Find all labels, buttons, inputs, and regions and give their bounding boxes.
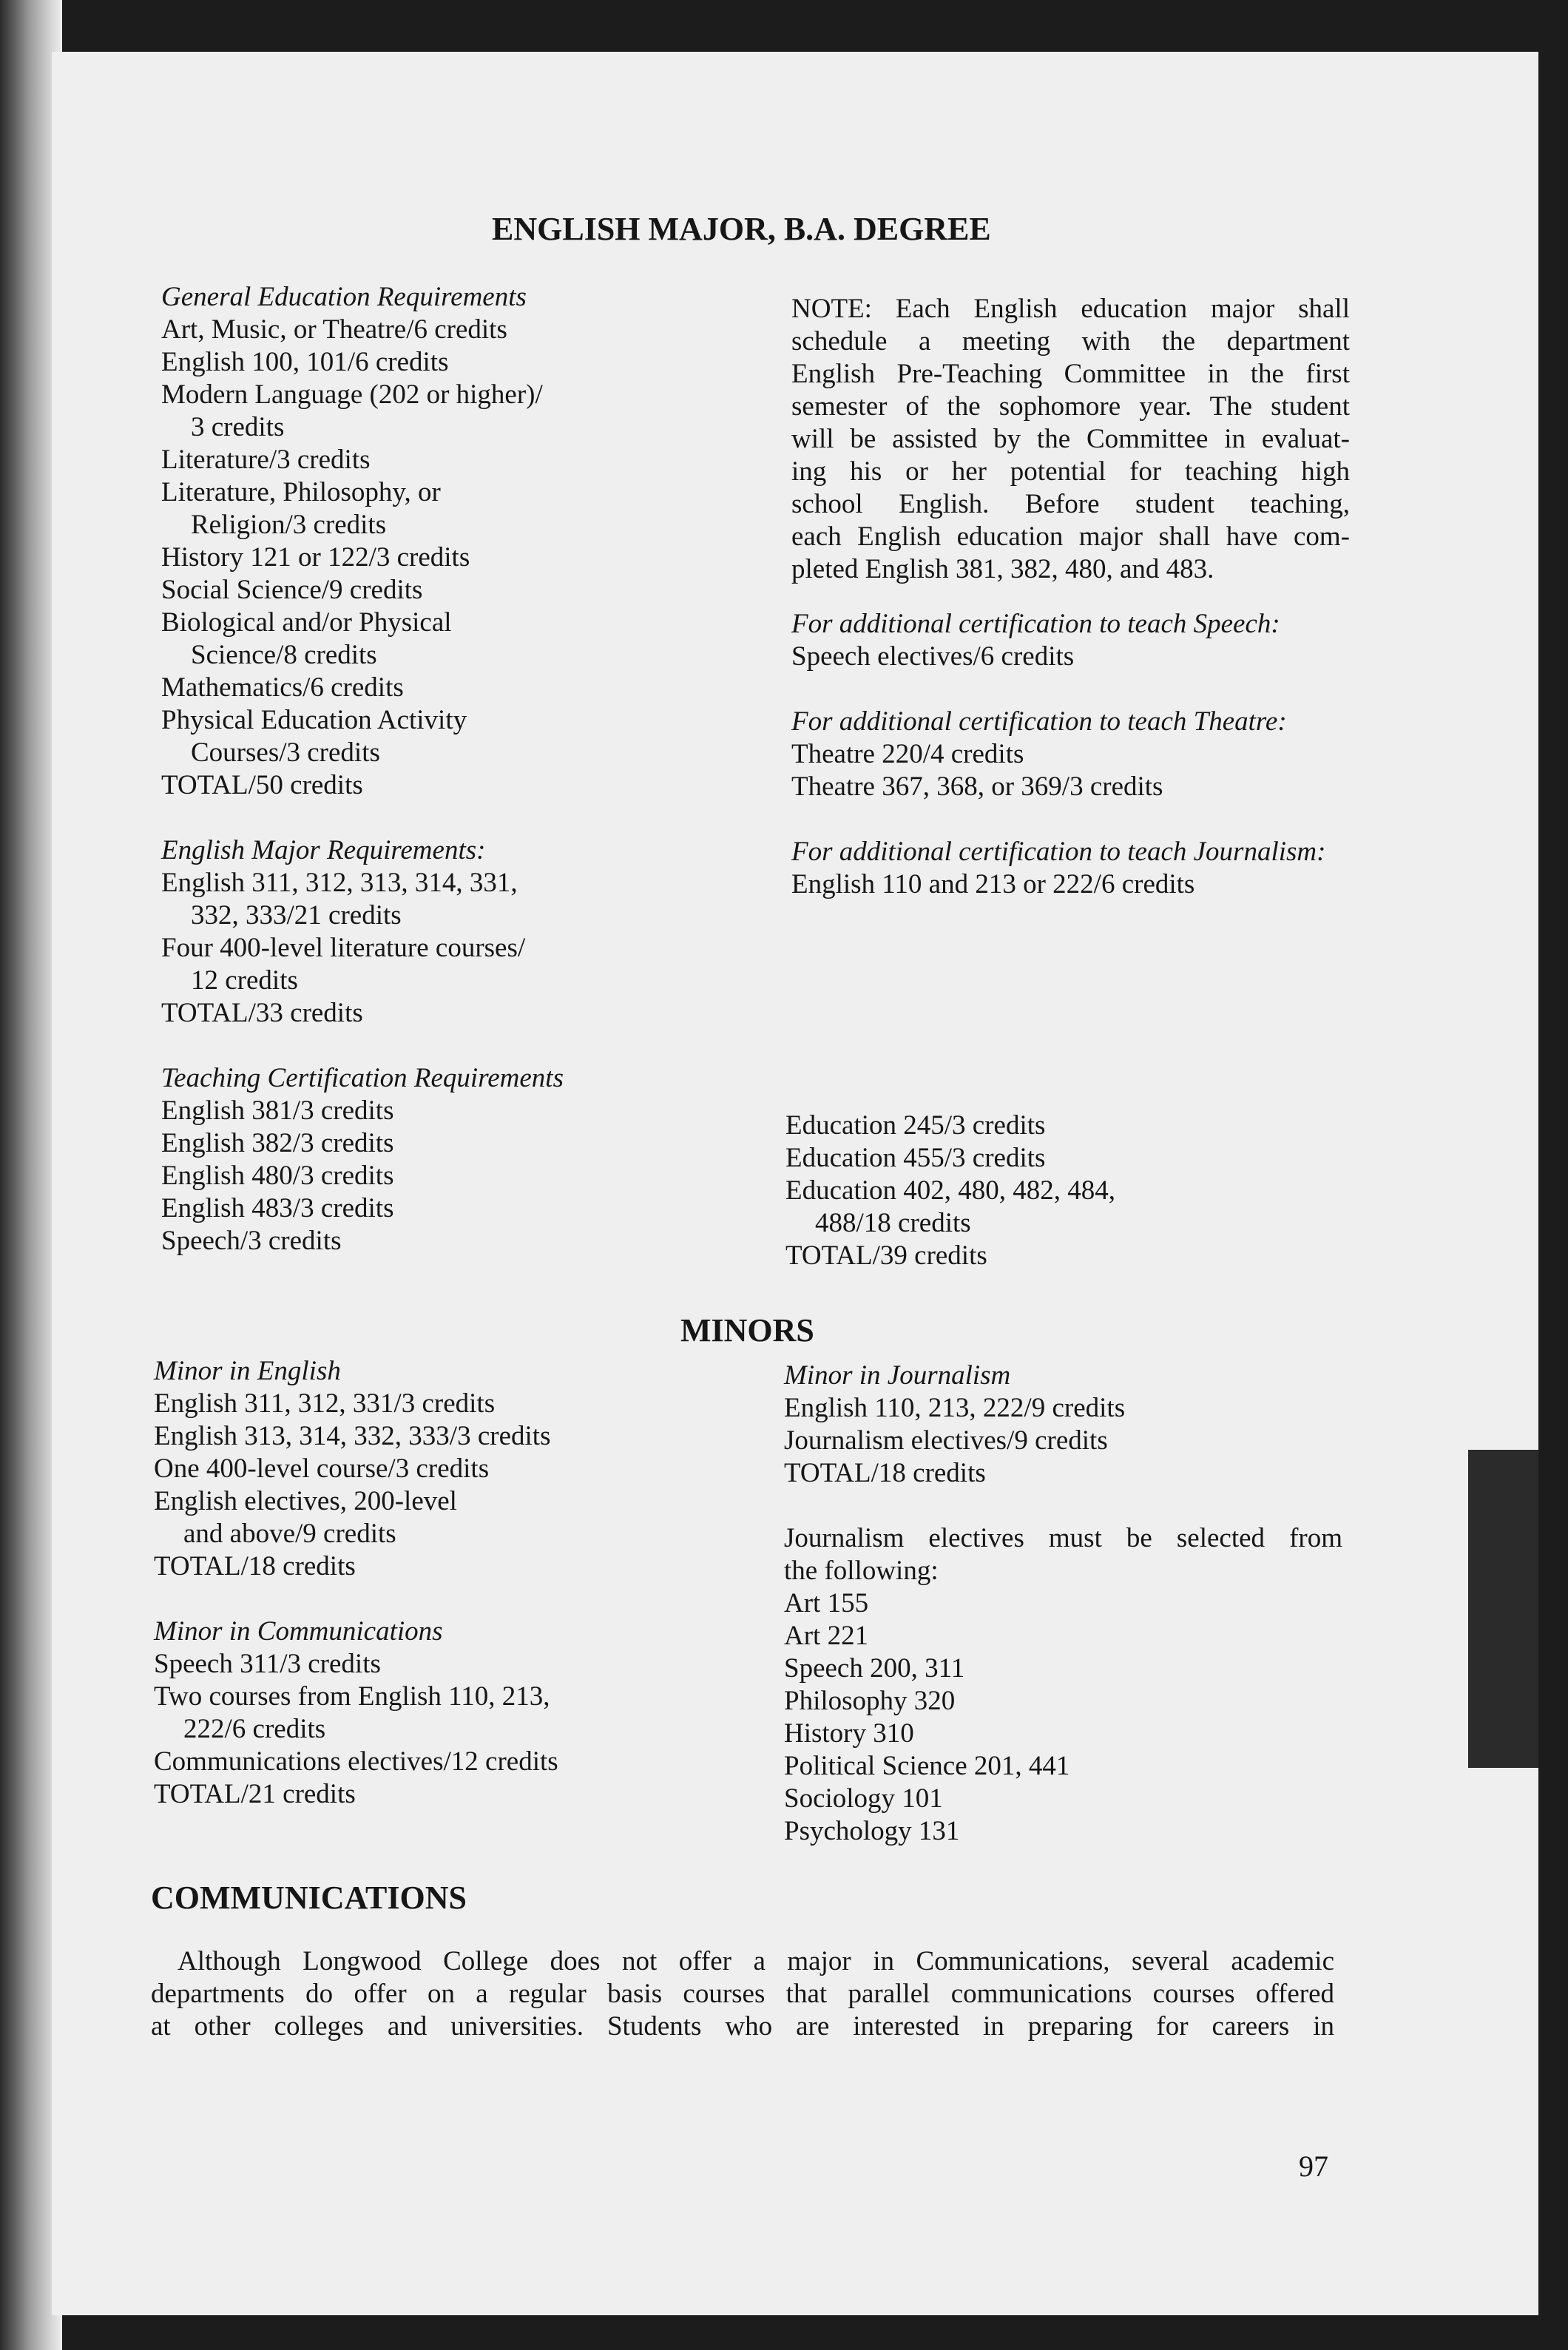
requirement-line: English 100, 101/6 credits (161, 347, 449, 377)
requirement-line: English 382/3 credits (161, 1128, 394, 1158)
minor-line: Communications electives/12 credits (154, 1746, 558, 1777)
cert-line: Theatre 220/4 credits (791, 739, 1024, 769)
requirement-line: 3 credits (191, 412, 285, 442)
right-column-minors (784, 1360, 1342, 1848)
requirement-line: Art, Music, or Theatre/6 credits (161, 314, 507, 345)
education-requirements (785, 1110, 1303, 1272)
elective-item: Art 221 (784, 1621, 869, 1651)
requirement-total: TOTAL/33 credits (161, 998, 363, 1028)
requirement-line: English 311, 312, 313, 314, 331, (161, 868, 518, 898)
minor-total: TOTAL/18 credits (154, 1551, 356, 1581)
requirement-line: Social Science/9 credits (161, 575, 423, 605)
requirement-total: TOTAL/39 credits (785, 1240, 987, 1271)
note-line: school English. Before student teaching, (791, 489, 1350, 519)
thumb-index-tab (1468, 1450, 1538, 1768)
requirement-line: Science/8 credits (191, 640, 377, 670)
requirement-line: Speech/3 credits (161, 1226, 342, 1256)
left-column-minors (154, 1355, 768, 1811)
minors-title: MINORS (680, 1312, 814, 1348)
note-line: will be assisted by the Committee in evaluat- (791, 424, 1350, 454)
note-line: ing his or her potential for teaching high (791, 456, 1350, 487)
page-number: 97 (1299, 2150, 1328, 2183)
minor-line: Two courses from English 110, 213, (154, 1681, 550, 1712)
cert-line: Theatre 367, 368, or 369/3 credits (791, 771, 1163, 802)
note-line: semester of the sophomore year. The student (791, 391, 1350, 422)
elective-item: Sociology 101 (784, 1783, 943, 1814)
left-column-requirements (161, 281, 775, 1257)
cert-speech-heading: For additional certification to teach Speech: (791, 609, 1280, 639)
teaching-certification-heading: Teaching Certification Requirements (161, 1063, 564, 1093)
requirement-line: English 483/3 credits (161, 1193, 394, 1223)
requirement-line: Literature, Philosophy, or (161, 477, 441, 507)
paragraph-line: Although Longwood College does not offer a major in Communications, several academic (178, 1946, 1334, 1976)
right-column-note (791, 293, 1350, 901)
requirement-line: History 121 or 122/3 credits (161, 542, 470, 573)
minor-line: and above/9 credits (183, 1519, 396, 1549)
requirement-line: Education 402, 480, 482, 484, (785, 1175, 1116, 1206)
requirement-line: 488/18 credits (815, 1208, 971, 1238)
elective-item: Political Science 201, 441 (784, 1751, 1070, 1781)
cert-theatre-heading: For additional certification to teach Theatre: (791, 706, 1287, 737)
requirement-line: Mathematics/6 credits (161, 672, 404, 703)
note-line: NOTE: Each English education major shall (791, 294, 1350, 324)
minor-line: English 313, 314, 332, 333/3 credits (154, 1421, 551, 1451)
elective-item: Speech 200, 311 (784, 1653, 965, 1684)
communications-heading: COMMUNICATIONS (151, 1880, 467, 1916)
elective-item: Art 155 (784, 1588, 869, 1618)
requirement-line: Modern Language (202 or higher)/ (161, 379, 543, 410)
page-title: ENGLISH MAJOR, B.A. DEGREE (492, 211, 991, 247)
note-line: schedule a meeting with the department (791, 326, 1350, 357)
minor-total: TOTAL/21 credits (154, 1779, 356, 1809)
cert-line: English 110 and 213 or 222/6 credits (791, 869, 1195, 899)
cert-journalism-heading: For additional certification to teach Journalism: (791, 837, 1326, 867)
major-requirements-heading: English Major Requirements: (161, 835, 486, 865)
paragraph-line: at other colleges and universities. Students who are interested in preparing for careers in (151, 2011, 1334, 2042)
minor-english-heading: Minor in English (154, 1356, 341, 1386)
elective-item: Philosophy 320 (784, 1686, 956, 1716)
minor-line: English 110, 213, 222/9 credits (784, 1393, 1126, 1423)
requirement-line: Religion/3 credits (191, 510, 387, 540)
requirement-total: TOTAL/50 credits (161, 770, 363, 800)
note-line: English Pre-Teaching Committee in the first (791, 359, 1350, 389)
requirement-line: 332, 333/21 credits (191, 900, 402, 931)
note-line: pleted English 381, 382, 480, and 483. (791, 554, 1214, 584)
elective-item: History 310 (784, 1718, 914, 1749)
note-line: each English education major shall have com- (791, 521, 1350, 552)
electives-intro: Journalism electives must be selected from (784, 1523, 1342, 1553)
minor-line: English electives, 200-level (154, 1486, 457, 1516)
requirement-line: Courses/3 credits (191, 737, 380, 768)
minor-communications-heading: Minor in Communications (154, 1616, 443, 1647)
minor-journalism-heading: Minor in Journalism (784, 1360, 1011, 1391)
requirement-line: Physical Education Activity (161, 705, 467, 735)
minor-line: 222/6 credits (183, 1714, 326, 1744)
paragraph-line: departments do offer on a regular basis courses that parallel communications courses offered (151, 1979, 1334, 2009)
communications-paragraph (151, 1945, 1334, 2043)
requirement-line: Education 455/3 credits (785, 1143, 1046, 1173)
requirement-line: Education 245/3 credits (785, 1110, 1046, 1141)
requirement-line: Biological and/or Physical (161, 607, 452, 638)
minor-line: Journalism electives/9 credits (784, 1425, 1108, 1456)
elective-item: Psychology 131 (784, 1816, 960, 1846)
minor-line: Speech 311/3 credits (154, 1649, 381, 1679)
electives-intro: the following: (784, 1556, 939, 1586)
minor-total: TOTAL/18 credits (784, 1458, 986, 1488)
requirement-line: Literature/3 credits (161, 445, 371, 475)
requirement-line: Four 400-level literature courses/ (161, 933, 526, 963)
minor-line: English 311, 312, 331/3 credits (154, 1388, 496, 1419)
minor-line: One 400-level course/3 credits (154, 1453, 490, 1484)
requirement-line: English 381/3 credits (161, 1095, 394, 1126)
requirement-line: 12 credits (191, 965, 298, 996)
cert-line: Speech electives/6 credits (791, 641, 1075, 672)
general-education-heading: General Education Requirements (161, 282, 527, 312)
requirement-line: English 480/3 credits (161, 1161, 394, 1191)
